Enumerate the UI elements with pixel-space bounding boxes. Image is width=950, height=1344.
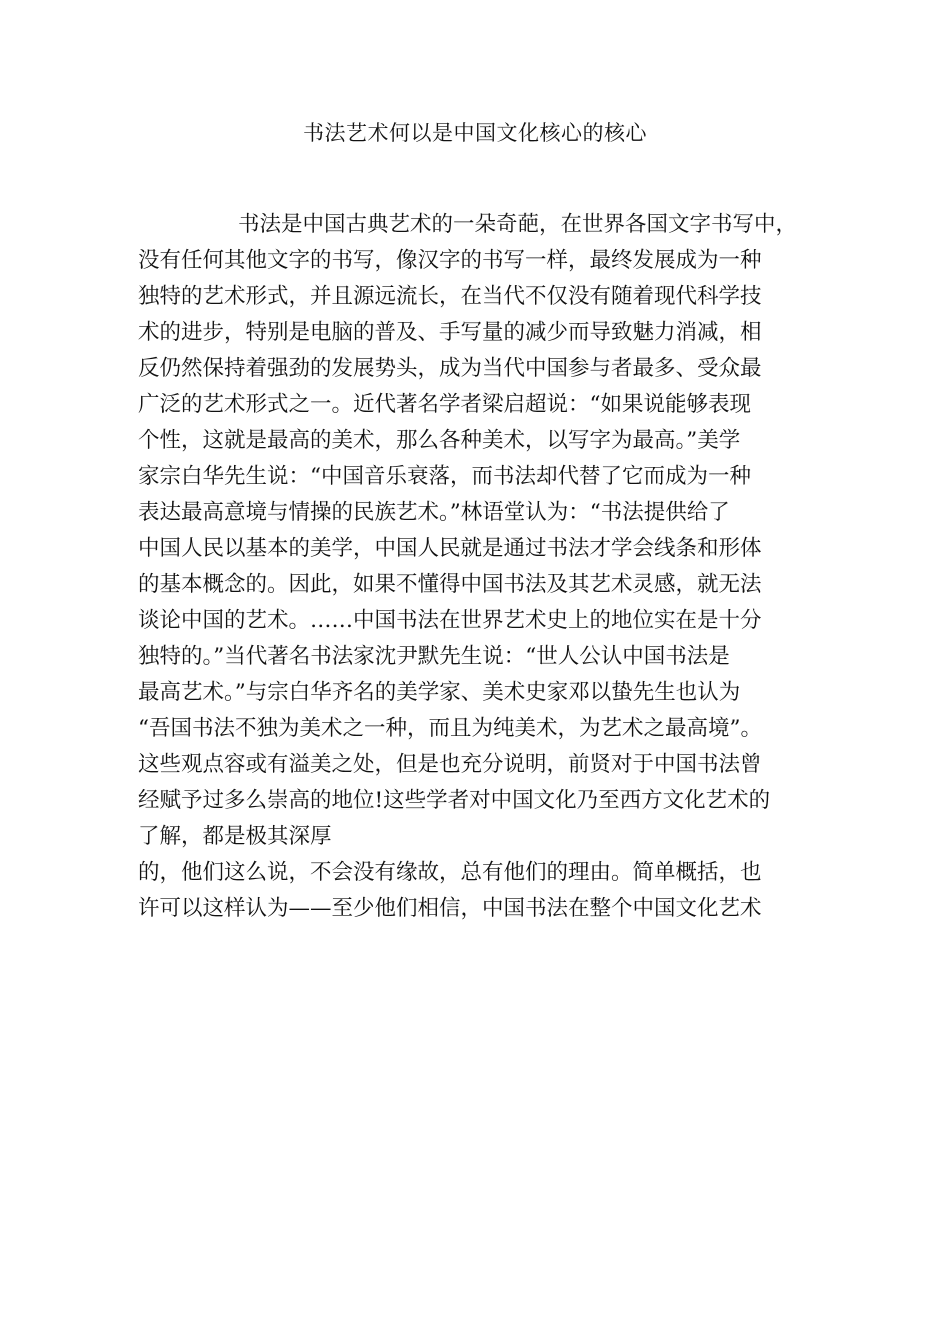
paragraph-line: 独特的艺术形式，并且源远流长，在当代不仅没有随着现代科学技	[138, 284, 762, 309]
paragraph-line: 表达最高意境与情操的民族艺术。”林语堂认为：“书法提供给了	[138, 500, 730, 525]
paragraph-line: 个性，这就是最高的美术，那么各种美术，以写字为最高。”美学	[138, 428, 741, 453]
paragraph-line: 最高艺术。”与宗白华齐名的美学家、美术史家邓以蛰先生也认为	[138, 680, 741, 705]
paragraph-line: 的基本概念的。因此，如果不懂得中国书法及其艺术灵感，就无法	[138, 572, 762, 597]
paragraph-line: “吾国书法不独为美术之一种，而且为纯美术，为艺术之最高境”。	[138, 716, 762, 741]
paragraph-line: 家宗白华先生说：“中国音乐衰落，而书法却代替了它而成为一种	[138, 464, 751, 489]
document-title: 书法艺术何以是中国文化核心的核心	[303, 121, 647, 145]
paragraph-line: 术的进步，特别是电脑的普及、手写量的减少而导致魅力消减，相	[138, 320, 762, 345]
paragraph-line: 书法是中国古典艺术的一朵奇葩，在世界各国文字书写中，	[238, 212, 798, 237]
paragraph-line: 中国人民以基本的美学，中国人民就是通过书法才学会线条和形体	[138, 536, 762, 561]
paragraph-line: 许可以这样认为——至少他们相信，中国书法在整个中国文化艺术	[138, 896, 762, 921]
paragraph-line: 广泛的艺术形式之一。近代著名学者梁启超说：“如果说能够表现	[138, 392, 751, 417]
paragraph-line: 经赋予过多么崇高的地位!这些学者对中国文化乃至西方文化艺术的	[138, 788, 771, 813]
paragraph-line: 这些观点容或有溢美之处，但是也充分说明，前贤对于中国书法曾	[138, 752, 762, 777]
document-body	[138, 207, 838, 927]
paragraph-line: 反仍然保持着强劲的发展势头，成为当代中国参与者最多、受众最	[138, 356, 762, 381]
paragraph-line: 的，他们这么说，不会没有缘故，总有他们的理由。简单概括，也	[138, 860, 762, 885]
paragraph-line: 没有任何其他文字的书写，像汉字的书写一样，最终发展成为一种	[138, 248, 762, 273]
paragraph-line: 了解，都是极其深厚	[138, 824, 332, 849]
paragraph-line: 谈论中国的艺术。……中国书法在世界艺术史上的地位实在是十分	[138, 608, 762, 633]
paragraph-line: 独特的。”当代著名书法家沈尹默先生说：“世人公认中国书法是	[138, 644, 730, 669]
